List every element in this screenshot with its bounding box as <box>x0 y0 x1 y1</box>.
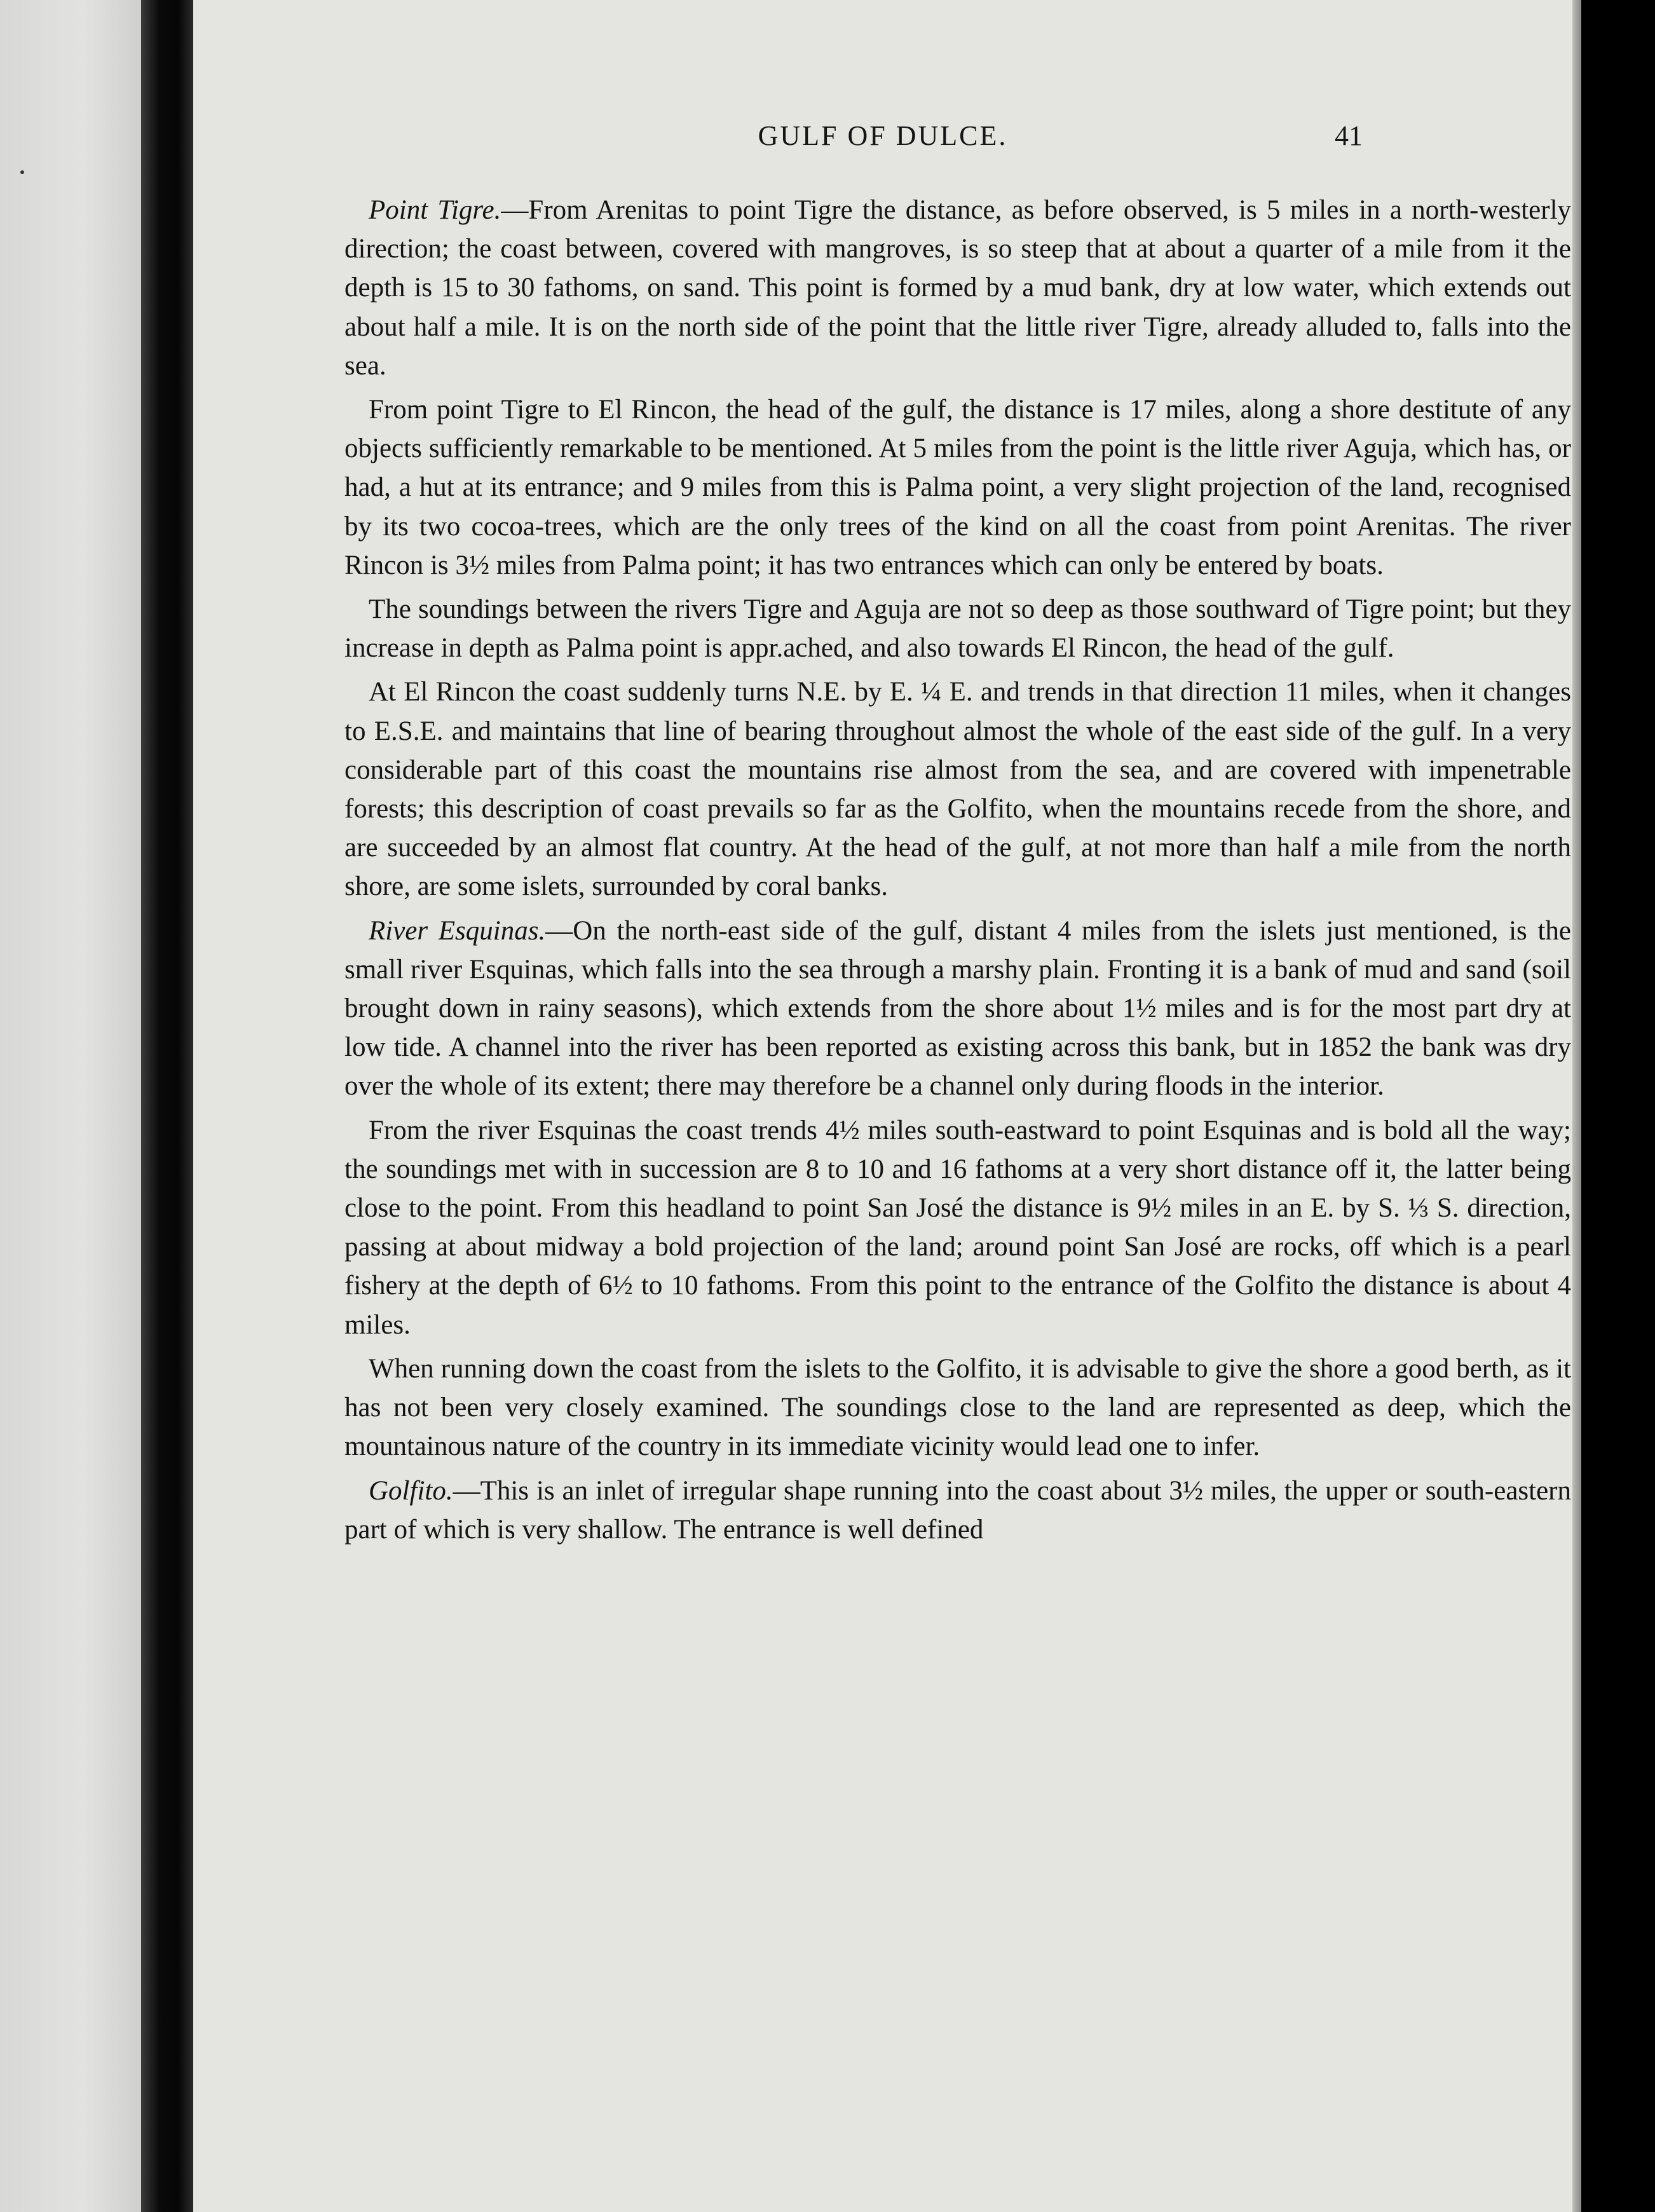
page-fore-edge <box>1572 0 1581 2212</box>
paragraph-heading: River Esquinas. <box>369 915 546 946</box>
book-page <box>193 0 1572 2212</box>
left-page-edge <box>0 0 141 2212</box>
scan-background <box>1581 0 1655 2212</box>
running-header: GULF OF DULCE. <box>758 120 1008 151</box>
paragraph-text: At El Rincon the coast suddenly turns N.E. by E. ¼ E. and trends in that direction 11 miles, when it changes to E.S.E. and maintains that line of bearing throughout almost the whole of the east side of the gulf. In a very considerable part of this coast the mountains rise almost from the sea, and are covered with impenetrable forests; this description of coast prevails so far as the Golfito, when the mountains recede from the shore, and are succeeded by an almost flat country. At the head of the gulf, at not more than half a mile from the north shore, are some islets, surrounded by coral banks. <box>344 677 1571 902</box>
speck <box>20 170 24 174</box>
paragraph-text: —On the north-east side of the gulf, distant 4 miles from the islets just mentioned, is the small river Esquinas, which falls into the sea through a marshy plain. Fronting it is a bank of mud and sand (soil brought down in rainy seasons), which extends from the shore about 1½ miles and is for the most part dry at low tide. A channel into the river has been reported as existing across this bank, but in 1852 the bank was dry over the whole of its extent; there may therefore be a channel only during floods in the interior. <box>344 915 1571 1102</box>
paragraph-text: —This is an inlet of irregular shape running into the coast about 3½ miles, the upper or south-eastern part of which is very shallow. The entrance is well defined <box>344 1475 1571 1545</box>
paragraph <box>344 390 1571 585</box>
paragraph <box>344 1349 1571 1466</box>
page-body <box>344 191 1571 1554</box>
paragraph <box>344 191 1571 385</box>
paragraph <box>344 1471 1571 1549</box>
paragraph <box>344 590 1571 667</box>
paragraph <box>344 672 1571 906</box>
book-gutter <box>141 0 193 2212</box>
paragraph-text: From the river Esquinas the coast trends 4½ miles south-eastward to point Esquinas and is bold all the way; the soundings met with in succession are 8 to 10 and 16 fathoms at a very short distance off it, the latter being close to the point. From this headland to point San José the distance is 9½ miles in an E. by S. ⅓ S. direction, passing at about midway a bold projection of the land; around point San José are rocks, off which is a pearl fishery at the depth of 6½ to 10 fathoms. From this point to the entrance of the Golfito the distance is about 4 miles. <box>344 1115 1571 1340</box>
paragraph-heading: Golfito. <box>369 1475 453 1506</box>
paragraph <box>344 1111 1571 1344</box>
paragraph-text: When running down the coast from the islets to the Golfito, it is advisable to give the shore a good berth, as it has not been very closely examined. The soundings close to the land are represented as deep, which the mountainous nature of the country in its immediate vicinity would lead one to infer. <box>344 1353 1571 1462</box>
paragraph-text: From point Tigre to El Rincon, the head of the gulf, the distance is 17 miles, along a shore destitute of any objects sufficiently remarkable to be mentioned. At 5 miles from the point is the little river Aguja, which has, or had, a hut at its entrance; and 9 miles from this is Palma point, a very slight projection of the land, recognised by its two cocoa-trees, which are the only trees of the kind on all the coast from point Arenitas. The river Rincon is 3½ miles from Palma point; it has two entrances which can only be entered by boats. <box>344 395 1571 580</box>
paragraph-text: The soundings between the rivers Tigre and Aguja are not so deep as those southward of Tigre point; but they increase in depth as Palma point is appr.ached, and also towards El Rincon, the head of the gulf. <box>344 594 1571 664</box>
paragraph <box>344 911 1571 1106</box>
page-number: 41 <box>1335 120 1363 151</box>
paragraph-text: —From Arenitas to point Tigre the distance, as before observed, is 5 miles in a north-westerly direction; the coast between, covered with mangroves, is so steep that at about a quarter of a mile from it the depth is 15 to 30 fathoms, on sand. This point is formed by a mud bank, dry at low water, which extends out about half a mile. It is on the north side of the point that the little river Tigre, already alluded to, falls into the sea. <box>344 195 1572 381</box>
paragraph-heading: Point Tigre. <box>369 195 501 225</box>
